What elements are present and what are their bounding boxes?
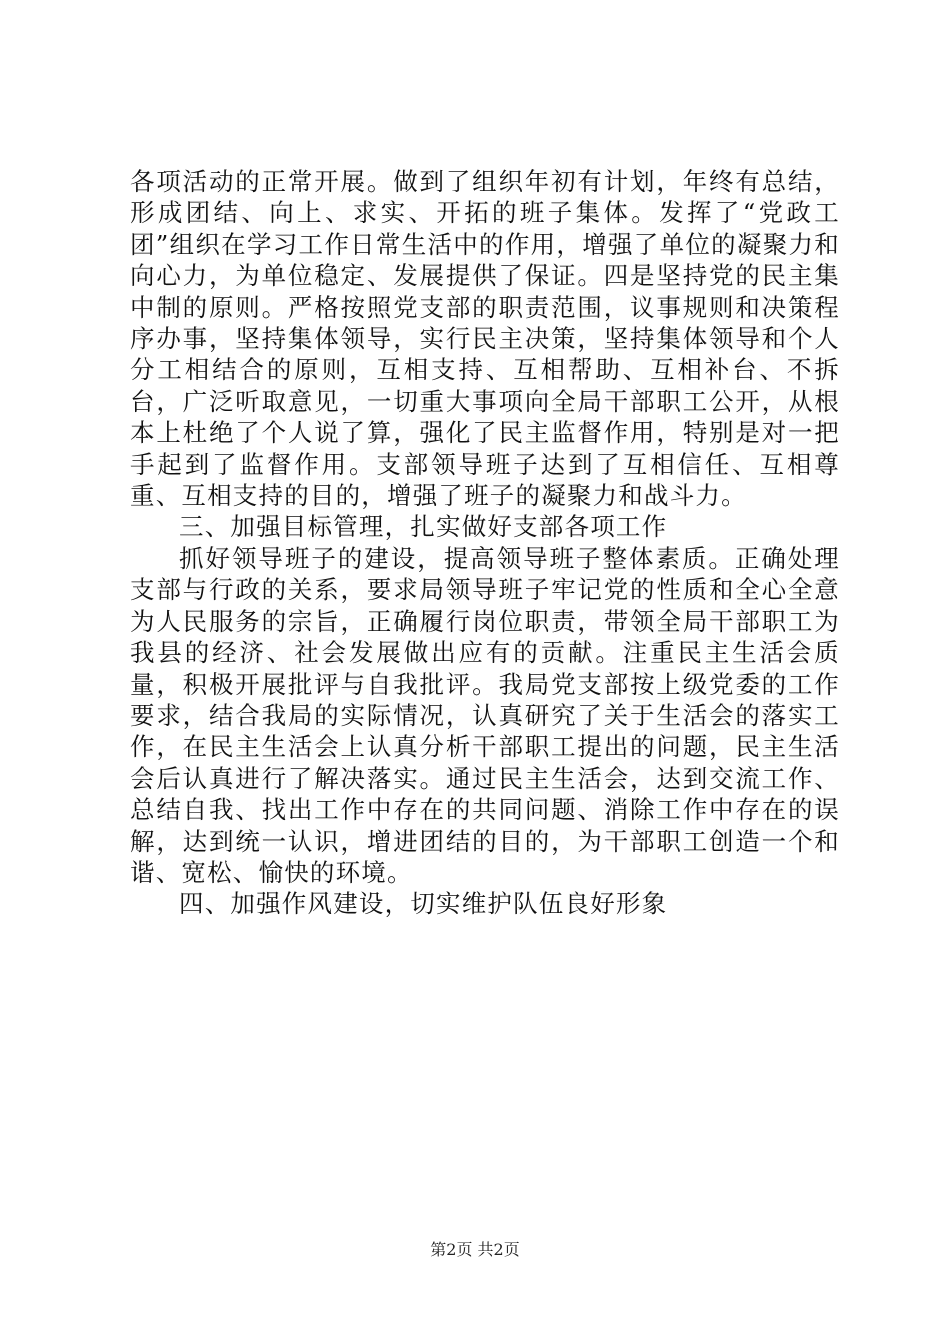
body-paragraph: 抓好领导班子的建设，提高领导班子整体素质。正确处理支部与行政的关系，要求局领导班子牢记党的性质和全心全意为人民服务的宗旨，正确履行岗位职责，带领全局干部职工为我县的经济、社会发展做出应有的贡献。注重民主生活会质量，积极开展批评与自我批评。我局党支部按上级党委的工作要求，结合我局的实际情况，认真研究了关于生活会的落实工作，在民主生活会上认真分析干部职工提出的问题，民主生活会后认真进行了解决落实。通过民主生活会，达到交流工作、总结自我、找出工作中存在的共同问题、消除工作中存在的误解，达到统一认识，增进团结的目的，为干部职工创造一个和谐、宽松、愉快的环境。	[130, 543, 840, 887]
page-number-indicator: 第2页 共2页	[430, 1240, 520, 1259]
section-heading-three: 三、加强目标管理，扎实做好支部各项工作	[179, 512, 668, 542]
document-body	[130, 166, 840, 920]
page-footer	[0, 1240, 950, 1260]
body-paragraph: 各项活动的正常开展。做到了组织年初有计划，年终有总结，形成团结、向上、求实、开拓的班子集体。发挥了“党政工团”组织在学习工作日常生活中的作用，增强了单位的凝聚力和向心力，为单位稳定、发展提供了保证。四是坚持党的民主集中制的原则。严格按照党支部的职责范围，议事规则和决策程序办事，坚持集体领导，实行民主决策，坚持集体领导和个人分工相结合的原则，互相支持、互相帮助、互相补台、不拆台，广泛听取意见，一切重大事项向全局干部职工公开，从根本上杜绝了个人说了算，强化了民主监督作用，特别是对一把手起到了监督作用。支部领导班子达到了互相信任、互相尊重、互相支持的目的，增强了班子的凝聚力和战斗力。	[130, 167, 840, 511]
section-heading-four: 四、加强作风建设，切实维护队伍良好形象	[179, 889, 668, 919]
